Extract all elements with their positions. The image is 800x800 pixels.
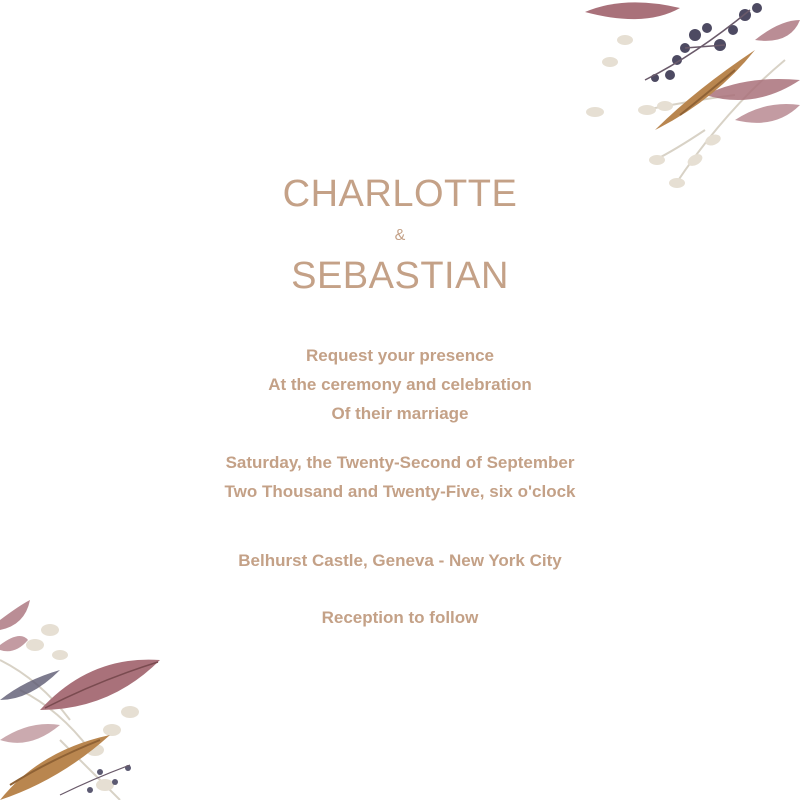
- venue: [0, 546, 800, 575]
- floral-corner-top-right-icon: [585, 0, 800, 200]
- ampersand: &: [394, 227, 406, 244]
- request-line: Of their marriage: [331, 404, 469, 423]
- date-line: Saturday, the Twenty-Second of September: [225, 453, 575, 472]
- reception-line: Reception to follow: [321, 608, 479, 627]
- couple-name-first: CHARLOTTE: [282, 173, 518, 215]
- date-line: Two Thousand and Twenty-Five, six o'clock: [224, 482, 576, 501]
- request-line: Request your presence: [305, 346, 494, 365]
- floral-corner-bottom-left-icon: [0, 600, 170, 800]
- couple-name-second: SEBASTIAN: [291, 255, 509, 297]
- request-line: At the ceremony and celebration: [268, 375, 532, 394]
- date-block: [0, 448, 800, 506]
- venue-line: Belhurst Castle, Geneva - New York City: [238, 551, 562, 570]
- request-block: [0, 341, 800, 428]
